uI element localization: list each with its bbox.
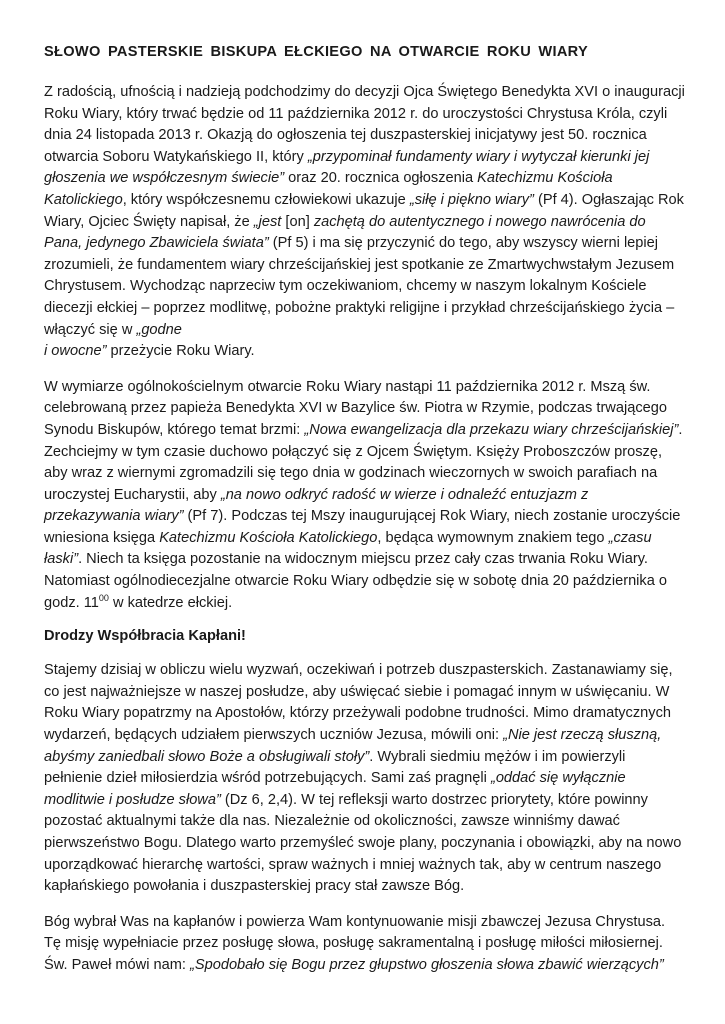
section-heading: Drodzy Współbracia Kapłani! (44, 628, 246, 645)
paragraph-3: Stajemy dzisiaj w obliczu wielu wyzwań, oczekiwań i potrzeb duszpasterskich. Zastanawiamy się, co jest najważniejsze w naszej posłudze, aby uświęcać siebie i pomagać innym w uświęcaniu. W Roku Wiary popatrzmy na Apostołów, którzy przeżywali podobne trudności. Mimo dramatycznych wydarzeń, będących udziałem pierwszych uczniów Jezusa, mówili oni: „Nie jest rzeczą słuszną, abyśmy zaniedbali słowo Boże a obsługiwali stoły”. Wybrali siedmiu mężów i im powierzyli pełnienie dzieł miłosierdzia wśród potrzebujących. Sami zaś pragnęli „oddać się wyłącznie modlitwie i posłudze słowa” (Dz 6, 2,4). W tej refleksji warto dostrzec priorytety, które powinny pozostać aktualnymi także dla nas. Niezależnie od okoliczności, zawsze winniśmy dawać pierwszeństwo Bogu. Dlatego warto przemyśleć swoje plany, poczynania i obowiązki, aby na nowo uporządkować hierarchę wartości, spraw ważnych i mniej ważnych tak, aby w centrum naszego kapłańskiego powołania i duszpasterskiej pracy stał zawsze Bóg. (44, 662, 682, 895)
paragraph-1: Z radością, ufnością i nadzieją podchodzimy do decyzji Ojca Świętego Benedykta XVI o inauguracji Roku Wiary, który trwać będzie od 11 października 2012 r. do uroczystości Chrystusa Króla, czyli dnia 24 listopada 2013 r. Okazją do ogłoszenia tej duszpasterskiej inicjatywy jest 50. rocznica otwarcia Soboru Watykańskiego II, który „przypominał fundamenty wiary i wytyczał kierunki jej głoszenia we współczesnym świecie” oraz 20. rocznica ogłoszenia Katechizmu Kościoła Katolickiego, który współczesnemu człowiekowi ukazuje „siłę i piękno wiary” (Pf 4). Ogłaszając Rok Wiary, Ojciec Święty napisał, że „jest [on] zachętą do autentycznego i nowego nawrócenia do Pana, jedynego Zbawiciela świata” (Pf 5) i ma się przyczynić do tego, aby wszyscy wierni lepiej zrozumieli, że fundamentem wiary chrześcijańskiej jest spotkanie ze Zmartwychwstałym Jezusem Chrystusem. Wychodząc naprzeciw tym oczekiwaniom, chcemy w naszym lokalnym Kościele diecezji ełckiej – poprzez modlitwę, pobożne praktyki religijne i przykład chrześcijańskiego życia – włączyć się w „godne i owocne” przeżycie Roku Wiary. (44, 84, 685, 360)
document-title: SŁOWO PASTERSKIE BISKUPA EŁCKIEGO NA OTWARCIE ROKU WIARY (44, 44, 588, 60)
paragraph-2: W wymiarze ogólnokościelnym otwarcie Roku Wiary nastąpi 11 października 2012 r. Mszą św. celebrowaną przez papieża Benedykta XVI w Bazylice św. Piotra w Rzymie, podczas trwającego Synodu Biskupów, którego temat brzmi: „Nowa ewangelizacja dla przekazu wiary chrześcijańskiej”. Zechciejmy w tym czasie duchowo połączyć się z Ojcem Świętym. Księży Proboszczów proszę, aby wraz z wiernymi zgromadzili się tego dnia w godzinach wieczornych w swoich parafiach na uroczystej Eucharystii, aby „na nowo odkryć radość w wierze i odnaleźć entuzjazm z przekazywania wiary” (Pf 7). Podczas tej Mszy inaugurującej Rok Wiary, niech zostanie uroczyście wniesiona księga Katechizmu Kościoła Katolickiego, będąca wymownym znakiem tego „czasu łaski”. Niech ta księga pozostanie na widocznym miejscu przez cały czas trwania Roku Wiary. Natomiast ogólnodiecezjalne otwarcie Roku Wiary odbędzie się w sobotę dnia 20 października o godz. $11^{00}$ w katedrze ełckiej. (44, 378, 683, 611)
paragraph-4: Bóg wybrał Was na kapłanów i powierza Wam kontynuowanie misji zbawczej Jezusa Chrystusa. Tę misję wypełniacie przez posługę słowa, posługę sakramentalną i posługę miłości miłosiernej. Św. Paweł mówi nam: „Spodobało się Bogu przez głupstwo głoszenia słowa zbawić wierzących” (44, 913, 666, 973)
